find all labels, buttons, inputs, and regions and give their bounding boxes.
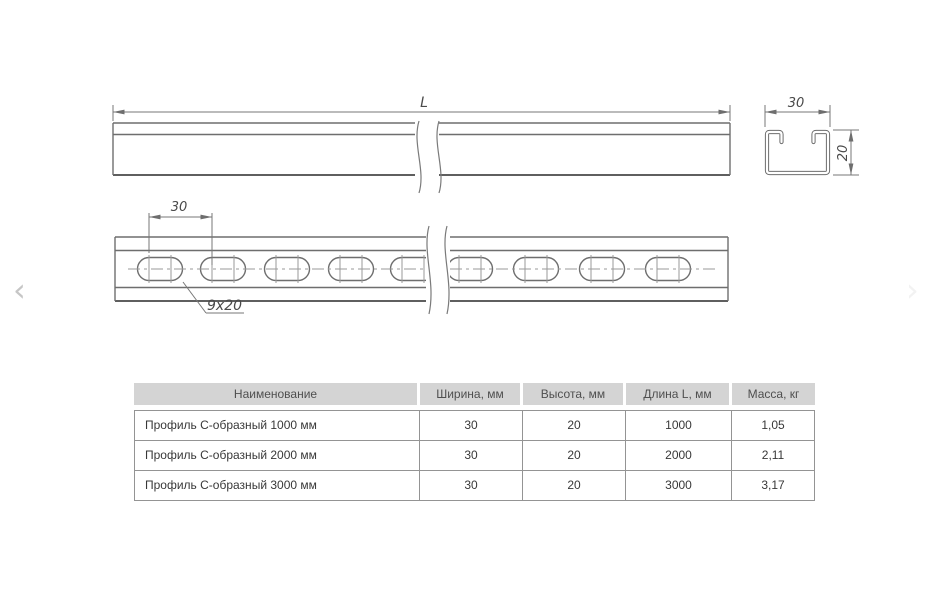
cell-height: 20: [523, 471, 626, 500]
cell-height: 20: [523, 441, 626, 470]
hole-leader-line: [183, 282, 206, 313]
cell-name: Профиль С-образный 2000 мм: [135, 441, 420, 470]
spec-table-body: [134, 410, 815, 501]
table-row: [135, 441, 814, 471]
cell-length: 2000: [626, 441, 732, 470]
header-width: Ширина, мм: [420, 383, 523, 405]
section-width-label: 30: [787, 96, 805, 111]
c-profile-outer-contour: [767, 132, 828, 173]
header-name: Наименование: [134, 383, 420, 405]
side-view: [113, 95, 730, 197]
hole-pitch-label: 30: [170, 200, 188, 215]
cell-width: 30: [420, 411, 523, 440]
table-row: [135, 471, 814, 500]
cell-width: 30: [420, 441, 523, 470]
header-height: Высота, мм: [523, 383, 626, 405]
c-profile-inner-contour: [767, 132, 828, 173]
section-height-label: 20: [836, 144, 851, 162]
table-row: [135, 411, 814, 441]
header-mass: Масса, кг: [732, 383, 815, 405]
cell-width: 30: [420, 471, 523, 500]
carousel-next-button[interactable]: ›: [906, 271, 919, 309]
plan-view: [115, 200, 728, 314]
cell-mass: 2,11: [761, 448, 785, 462]
header-length: Длина L, мм: [626, 383, 732, 405]
spec-table: [134, 383, 815, 501]
length-dimension-label: L: [420, 95, 428, 111]
cell-height: 20: [523, 411, 626, 440]
cell-name: Профиль С-образный 1000 мм: [135, 411, 420, 440]
carousel-prev-button[interactable]: ‹: [13, 271, 26, 309]
cell-length: 1000: [626, 411, 732, 440]
cell-length: 3000: [626, 471, 732, 500]
cell-name: Профиль С-образный 3000 мм: [135, 471, 420, 500]
hole-size-label: 9x20: [207, 298, 243, 314]
cell-mass: 1,05: [761, 418, 785, 432]
cell-mass: 3,17: [761, 478, 785, 492]
spec-table-header: [134, 383, 815, 405]
cross-section-view: [765, 96, 859, 175]
